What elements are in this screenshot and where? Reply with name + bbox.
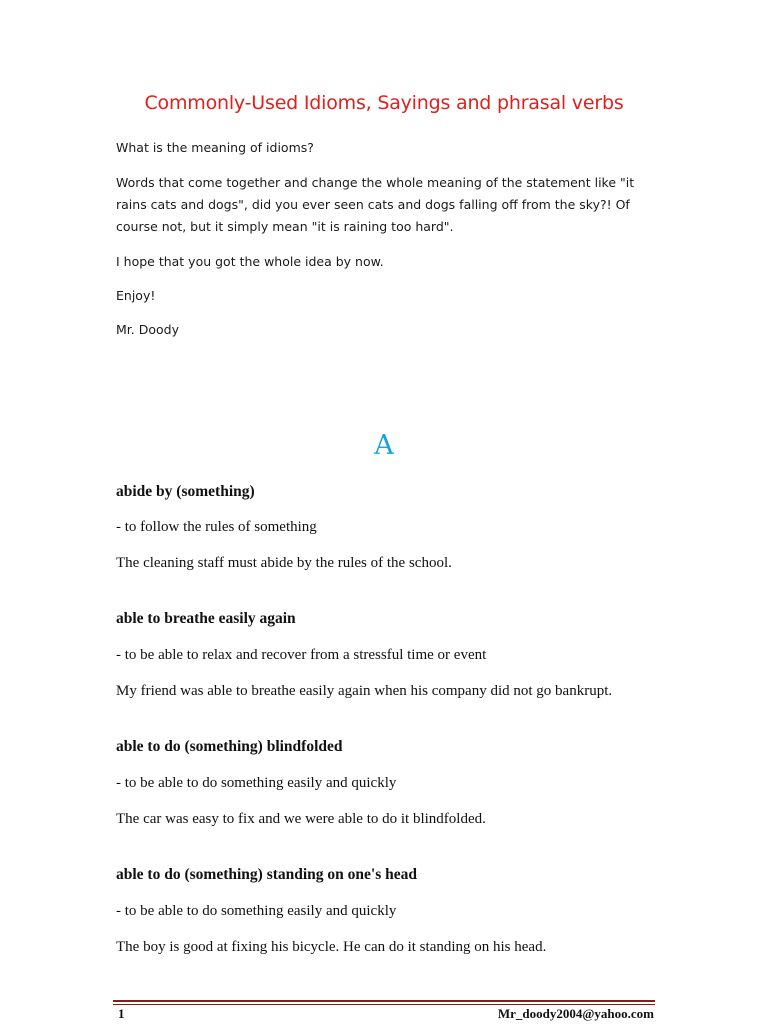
intro-question: What is the meaning of idioms? [116,140,314,155]
idiom-example: The boy is good at fixing his bicycle. He can do it standing on his head. [116,939,547,955]
idiom-example: The car was easy to fix and we were able to do it blindfolded. [116,811,486,827]
intro-explanation-line-2: rains cats and dogs", did you ever seen cats and dogs falling off from the sky?! Of [116,197,630,212]
idiom-term: able to do (something) blindfolded [116,738,343,755]
intro-explanation-line-1: Words that come together and change the whole meaning of the statement like "it [116,175,635,190]
idiom-example: My friend was able to breathe easily again when his company did not go bankrupt. [116,683,613,699]
footer-divider [113,1000,655,1002]
intro-hope: I hope that you got the whole idea by now. [116,254,384,269]
idiom-definition: - to be able to do something easily and quickly [116,903,397,919]
page-number: 1 [118,1006,125,1021]
document-title: Commonly-Used Idioms, Sayings and phrasal verbs [144,92,624,114]
idiom-example: The cleaning staff must abide by the rules of the school. [116,555,452,571]
idiom-term: able to do (something) standing on one's head [116,866,418,883]
intro-enjoy: Enjoy! [116,288,156,303]
idiom-term: able to breathe easily again [116,610,296,627]
footer-email: Mr_doody2004@yahoo.com [497,1006,654,1021]
footer-divider-thin [113,1004,655,1005]
intro-explanation-line-3: course not, but it simply mean "it is raining too hard". [116,219,454,234]
idiom-term: abide by (something) [116,483,255,500]
idiom-definition: - to be able to do something easily and quickly [116,775,397,791]
idiom-definition: - to follow the rules of something [116,519,317,535]
intro-signature: Mr. Doody [116,322,179,337]
idiom-definition: - to be able to relax and recover from a stressful time or event [116,647,487,663]
section-letter: A [374,430,394,461]
